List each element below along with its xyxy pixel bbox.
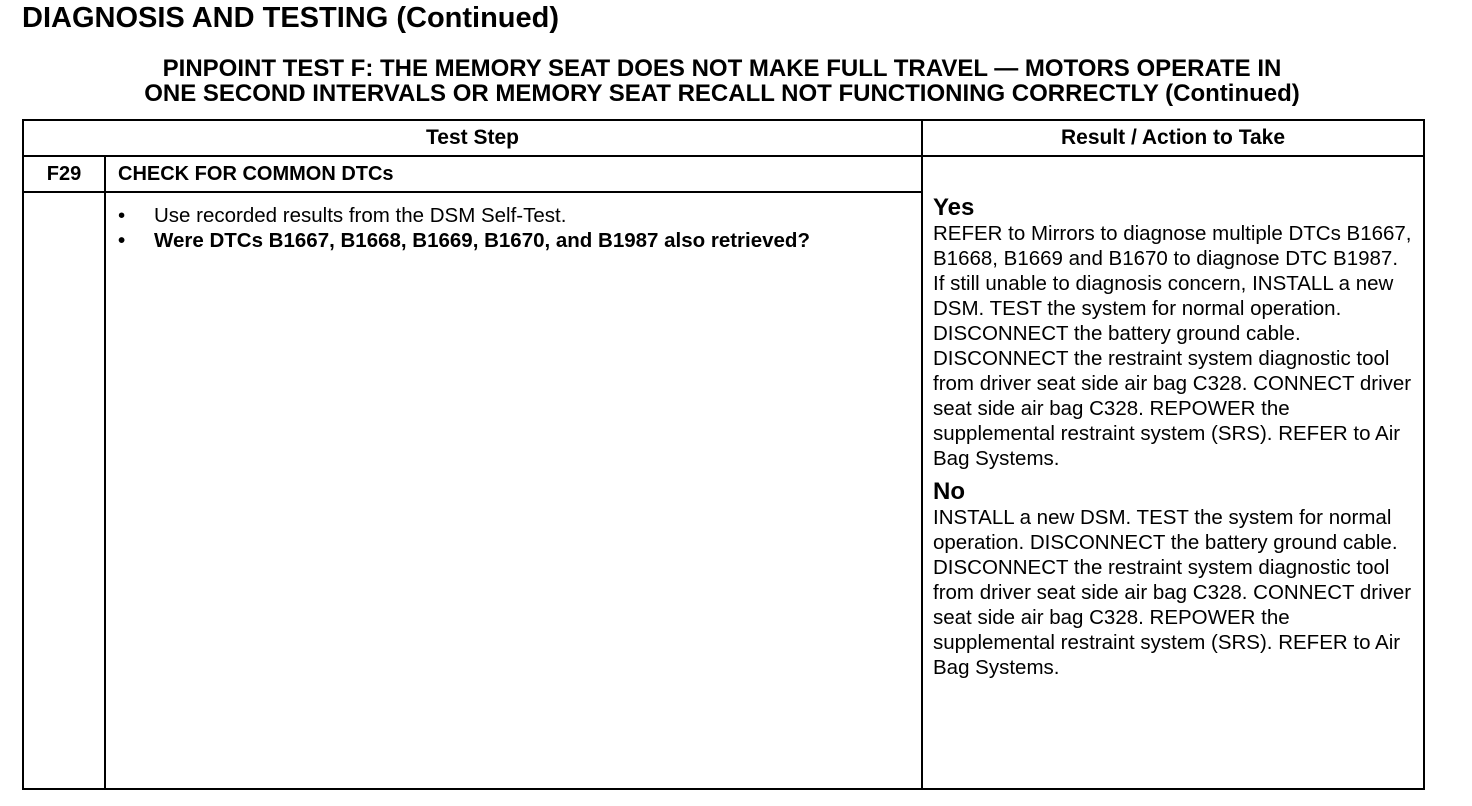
test-title-line-2: ONE SECOND INTERVALS OR MEMORY SEAT RECALL NOT FUNCTIONING CORRECTLY (Continued) (144, 80, 1300, 107)
yes-action-text: REFER to Mirrors to diagnose multiple DTCs B1667, B1668, B1669 and B1670 to diagnose DTC B1987. If still unable to diagnosis concern, INSTALL a new DSM. TEST the system for normal operation. DISCONNECT the battery ground cable. DISCONNECT the restraint system diagnostic tool from driver seat side air bag C328. CONNECT driver seat side air bag C328. REPOWER the supplemental restraint system (SRS). REFER to Air Bag Systems. (933, 222, 1412, 470)
pinpoint-test-title (22, 56, 1422, 106)
step-id-spacer (23, 192, 105, 789)
page-title: DIAGNOSIS AND TESTING (Continued) (22, 2, 560, 34)
bullet-question-text: Were DTCs B1667, B1668, B1669, B1670, and B1987 also retrieved? (154, 229, 810, 252)
no-label: No (933, 478, 965, 505)
step-id: F29 (23, 156, 105, 192)
list-item (106, 228, 921, 253)
pinpoint-test-table (22, 119, 1425, 790)
no-result (933, 479, 1415, 680)
result-column-header: Result / Action to Take (922, 120, 1424, 156)
step-bullet-list (106, 193, 921, 253)
bullet-icon: • (118, 204, 126, 227)
test-step-column-header: Test Step (23, 120, 922, 156)
bullet-text: Use recorded results from the DSM Self-Test. (154, 204, 567, 227)
list-item (106, 203, 921, 228)
result-cell (922, 156, 1424, 789)
step-body (105, 192, 922, 789)
yes-label: Yes (933, 194, 975, 221)
step-title: CHECK FOR COMMON DTCs (105, 156, 922, 192)
table-header-row (23, 120, 1424, 156)
test-title-line-1: PINPOINT TEST F: THE MEMORY SEAT DOES NOT MAKE FULL TRAVEL — MOTORS OPERATE IN (162, 55, 1282, 82)
step-title-row (23, 156, 1424, 192)
yes-result (933, 195, 1415, 471)
no-action-text: INSTALL a new DSM. TEST the system for normal operation. DISCONNECT the battery ground cable. DISCONNECT the restraint system diagnostic tool from driver seat side air bag C328. CONNECT driver seat side air bag C328. REPOWER the supplemental restraint system (SRS). REFER to Air Bag Systems. (933, 506, 1412, 679)
bullet-icon: • (118, 229, 126, 252)
